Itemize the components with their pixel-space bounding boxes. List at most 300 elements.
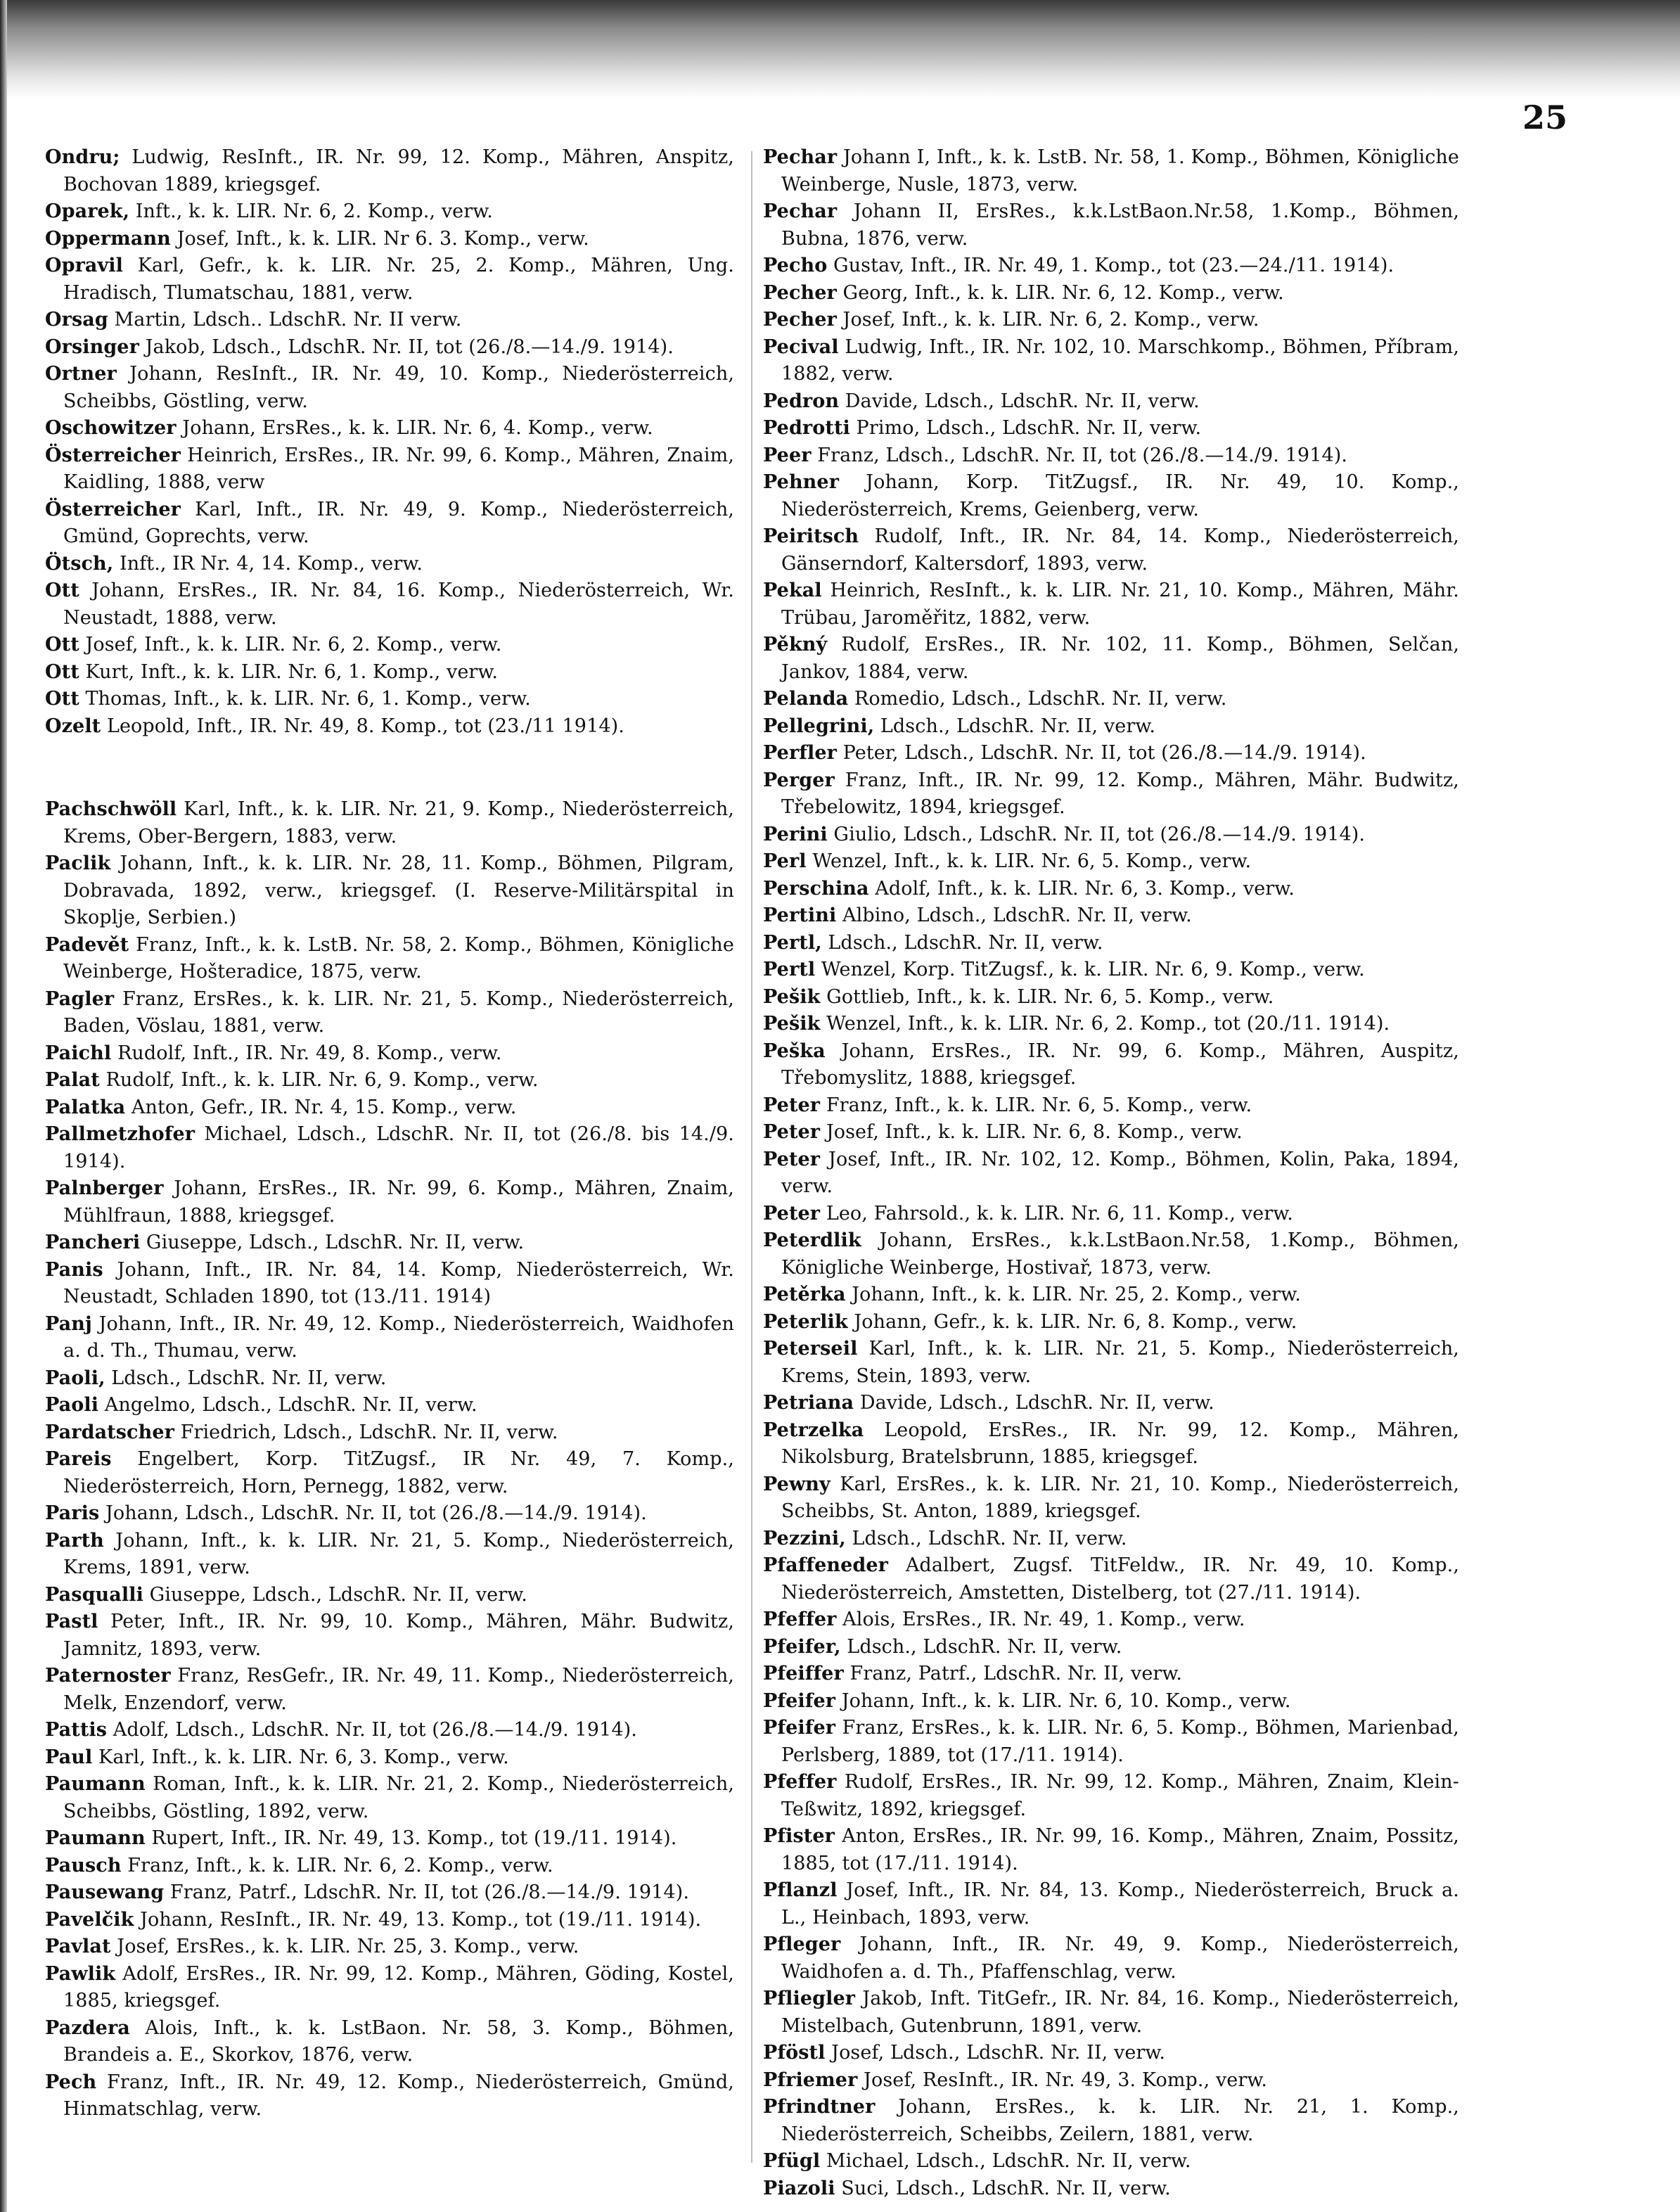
list-entry	[763, 1661, 1459, 1688]
entry-surname: Panis	[45, 1258, 103, 1281]
entry-surname: Paclik	[45, 852, 111, 874]
list-entry	[45, 198, 734, 226]
entry-details: Jakob, Inft. TitGefr., IR. Nr. 84, 16. Komp., Niederösterreich, Mistelbach, Gutenbrunn, 1891, verw.	[781, 1988, 1459, 2037]
list-entry	[763, 144, 1459, 198]
entry-details: Engelbert, Korp. TitZugsf., IR Nr. 49, 7. Komp., Niederösterreich, Horn, Pernegg, 1882, verw.	[63, 1448, 734, 1497]
entry-details: Jakob, Ldsch., LdschR. Nr. II, tot (26./8.—14./9. 1914).	[139, 335, 674, 358]
list-entry	[45, 144, 734, 198]
list-entry	[763, 984, 1459, 1011]
list-entry	[45, 1933, 734, 1961]
entry-details: Suci, Ldsch., LdschR. Nr. II, verw.	[835, 2177, 1171, 2199]
list-entry	[763, 2094, 1459, 2148]
entry-surname: Pertl	[763, 959, 816, 980]
entry-surname: Pertl,	[763, 931, 822, 954]
entry-surname: Pecher	[763, 281, 837, 304]
entry-details: Rudolf, Inft., k. k. LIR. Nr. 6, 9. Komp., verw.	[99, 1069, 539, 1091]
list-entry	[45, 1500, 734, 1528]
list-entry	[763, 1877, 1459, 1931]
entry-surname: Peterdlik	[763, 1229, 861, 1251]
entry-details: Inft., k. k. LIR. Nr. 6, 2. Komp., verw.	[129, 200, 493, 222]
list-entry	[763, 957, 1459, 984]
list-entry	[763, 2175, 1459, 2203]
list-entry	[763, 577, 1459, 632]
list-entry	[763, 930, 1459, 957]
entry-surname: Pecival	[763, 335, 839, 358]
entry-details: Franz, Patrf., LdschR. Nr. II, tot (26./8.—14./9. 1914).	[164, 1881, 689, 1903]
entry-details: Rudolf, ErsRes., IR. Nr. 99, 12. Komp., Mähren, Znaim, Klein-Teßwitz, 1892, kriegsgef.	[781, 1771, 1459, 1820]
entry-details: Ldsch., LdschR. Nr. II, verw.	[105, 1367, 387, 1389]
list-entry	[763, 1688, 1459, 1715]
entry-details: Josef, Inft., k. k. LIR. Nr. 6, 2. Komp., verw.	[836, 309, 1259, 331]
entry-details: Ludwig, ResInft., IR. Nr. 99, 12. Komp., Mähren, Anspitz, Bochovan 1889, kriegsgef.	[63, 146, 734, 196]
list-entry	[763, 523, 1459, 577]
list-entry	[45, 713, 734, 741]
list-entry	[763, 767, 1459, 821]
entry-details: Roman, Inft., k. k. LIR. Nr. 21, 2. Komp., Niederösterreich, Scheibbs, Göstling, 1892, verw.	[63, 1773, 734, 1822]
entry-details: Michael, Ldsch., LdschR. Nr. II, tot (26./8. bis 14./9. 1914).	[63, 1123, 734, 1172]
list-entry	[45, 1853, 734, 1880]
entry-details: Adolf, Ldsch., LdschR. Nr. II, tot (26./8.—14./9. 1914).	[107, 1719, 637, 1741]
entry-surname: Paichl	[45, 1042, 112, 1064]
entry-surname: Paoli,	[45, 1367, 105, 1389]
entry-surname: Ott	[45, 580, 79, 601]
entry-details: Friedrich, Ldsch., LdschR. Nr. II, verw.	[174, 1421, 558, 1443]
entry-surname: Perfler	[763, 742, 837, 764]
entry-details: Ldsch., LdschR. Nr. II, verw.	[874, 715, 1156, 737]
entry-surname: Pehner	[763, 471, 840, 493]
list-entry	[763, 821, 1459, 849]
entry-details: Karl, Inft., k. k. LIR. Nr. 6, 3. Komp., verw.	[92, 1746, 509, 1768]
entry-details: Franz, ErsRes., k. k. LIR. Nr. 21, 5. Komp., Niederösterreich, Baden, Vöslau, 1881, verw.	[63, 987, 734, 1037]
list-entry	[763, 334, 1459, 388]
entry-details: Kurt, Inft., k. k. LIR. Nr. 6, 1. Komp., verw.	[79, 660, 499, 683]
list-entry	[763, 1931, 1459, 1986]
list-entry	[763, 1336, 1459, 1390]
list-entry	[763, 1986, 1459, 2040]
entry-surname: Ortner	[45, 363, 117, 385]
list-entry	[763, 415, 1459, 442]
entry-details: Josef, Inft., k. k. LIR. Nr. 6, 2. Komp., verw.	[79, 634, 502, 656]
list-entry	[45, 551, 734, 578]
entry-surname: Paumann	[45, 1773, 146, 1795]
entry-surname: Oparek,	[45, 200, 130, 222]
entry-surname: Peter	[763, 1148, 821, 1170]
list-entry	[763, 1823, 1459, 1877]
list-entry	[45, 1907, 734, 1934]
entry-details: Franz, ErsRes., k. k. LIR. Nr. 6, 5. Komp., Böhmen, Marienbad, Perlsberg, 1889, tot (17./11. 1914).	[781, 1717, 1459, 1766]
entry-surname: Pachschwöll	[45, 798, 177, 820]
entry-surname: Perl	[763, 850, 807, 872]
list-entry	[45, 850, 734, 932]
entry-details: Franz, Patrf., LdschR. Nr. II, verw.	[843, 1663, 1183, 1684]
entry-details: Rudolf, ErsRes., IR. Nr. 102, 11. Komp., Böhmen, Selčan, Jankov, 1884, verw.	[781, 634, 1459, 683]
entry-details: Karl, Inft., IR. Nr. 49, 9. Komp., Niederösterreich, Gmünd, Goprechts, verw.	[63, 498, 734, 547]
list-entry	[763, 1038, 1459, 1092]
scan-top-shadow	[0, 0, 1680, 98]
entry-details: Rudolf, Inft., IR. Nr. 84, 14. Komp., Niederösterreich, Gänserndorf, Kaltersdorf, 1893, verw.	[781, 525, 1459, 575]
entry-details: Anton, Gefr., IR. Nr. 4, 15. Komp., verw.	[125, 1096, 517, 1118]
list-entry	[45, 497, 734, 551]
entry-details: Leopold, ErsRes., IR. Nr. 99, 12. Komp., Mähren, Nikolsburg, Bratelsbrunn, 1885, kriegsgef.	[781, 1419, 1459, 1468]
entry-surname: Paul	[45, 1746, 93, 1768]
entry-surname: Pfaffeneder	[763, 1554, 889, 1576]
entry-surname: Ott	[45, 688, 79, 710]
entry-surname: Pěkný	[763, 634, 828, 656]
entry-surname: Ott	[45, 634, 79, 656]
entry-details: Josef, ResInft., IR. Nr. 49, 3. Komp., verw.	[857, 2069, 1268, 2091]
entry-details: Adolf, ErsRes., IR. Nr. 99, 12. Komp., Mähren, Göding, Kostel, 1885, kriegsgef.	[63, 1962, 734, 2012]
entry-surname: Pfleger	[763, 1933, 841, 1955]
list-entry	[45, 1528, 734, 1582]
list-entry	[763, 442, 1459, 470]
entry-surname: Pausch	[45, 1854, 122, 1877]
entry-details: Leopold, Inft., IR. Nr. 49, 8. Komp., tot (23./11 1914).	[101, 715, 624, 737]
entry-surname: Oppermann	[45, 227, 171, 250]
entry-details: Karl, Inft., k. k. LIR. Nr. 21, 5. Komp., Niederösterreich, Krems, Stein, 1893, verw.	[781, 1338, 1459, 1387]
entry-details: Ldsch., LdschR. Nr. II, verw.	[821, 931, 1103, 954]
entry-surname: Paumann	[45, 1827, 146, 1849]
entry-surname: Peter	[763, 1094, 821, 1116]
entry-details: Romedio, Ldsch., LdschR. Nr. II, verw.	[848, 688, 1227, 710]
list-entry	[45, 1771, 734, 1825]
entry-surname: Pfeffer	[763, 1609, 837, 1630]
list-entry	[45, 932, 734, 986]
list-entry	[45, 1419, 734, 1447]
entry-surname: Pfeifer,	[763, 1635, 841, 1658]
entry-details: Franz, Inft., k. k. LIR. Nr. 6, 5. Komp., verw.	[820, 1094, 1252, 1116]
entry-details: Josef, Inft., IR. Nr. 84, 13. Komp., Niederösterreich, Bruck a. L., Heinbach, 1893, verw.	[781, 1879, 1459, 1929]
list-entry	[763, 1227, 1459, 1281]
list-entry	[763, 686, 1459, 713]
list-entry	[45, 1582, 734, 1609]
entry-surname: Pfeffer	[763, 1771, 837, 1793]
entry-details: Adolf, Inft., k. k. LIR. Nr. 6, 3. Komp., verw.	[868, 877, 1295, 900]
entry-details: Thomas, Inft., k. k. LIR. Nr. 6, 1. Komp., verw.	[79, 688, 531, 710]
entry-details: Inft., IR Nr. 4, 14. Komp., verw.	[113, 552, 423, 575]
entry-surname: Pešik	[763, 1013, 821, 1035]
entry-details: Franz, Ldsch., LdschR. Nr. II, tot (26./8.—14./9. 1914).	[811, 444, 1348, 466]
list-entry	[763, 2067, 1459, 2095]
entry-surname: Palat	[45, 1069, 100, 1091]
entry-details: Ldsch., LdschR. Nr. II, verw.	[845, 1527, 1127, 1549]
entry-details: Johann, ResInft., IR. Nr. 49, 10. Komp., Niederösterreich, Scheibbs, Göstling, verw.	[63, 363, 734, 412]
entry-surname: Pekal	[763, 580, 822, 601]
entry-details: Angelmo, Ldsch., LdschR. Nr. II, verw.	[98, 1394, 477, 1416]
entry-surname: Pavlat	[45, 1936, 111, 1957]
list-entry	[45, 1609, 734, 1663]
list-entry	[45, 1744, 734, 1772]
list-entry	[763, 388, 1459, 416]
entry-surname: Piazoli	[763, 2177, 835, 2199]
entry-details: Johann, Inft., IR. Nr. 49, 12. Komp., Niederösterreich, Waidhofen a. d. Th., Thumau, verw.	[63, 1312, 734, 1362]
entry-details: Johann, ErsRes., IR. Nr. 99, 6. Komp., Mähren, Znaim, Mühlfraun, 1888, kriegsgef.	[63, 1177, 734, 1227]
list-entry	[45, 659, 734, 686]
entry-surname: Peiritsch	[763, 525, 859, 547]
list-entry	[763, 1309, 1459, 1336]
entry-surname: Pfriemer	[763, 2069, 858, 2091]
entry-details: Franz, Inft., IR. Nr. 49, 12. Komp., Niederösterreich, Gmünd, Hinmatschlag, verw.	[63, 2071, 734, 2120]
entry-surname: Pezzini,	[763, 1527, 846, 1549]
list-entry	[45, 1825, 734, 1853]
list-entry	[45, 442, 734, 497]
entry-details: Johann, Gefr., k. k. LIR. Nr. 6, 8. Komp., verw.	[847, 1310, 1297, 1333]
list-entry	[45, 1879, 734, 1907]
list-entry	[45, 796, 734, 850]
entry-details: Ludwig, Inft., IR. Nr. 102, 10. Marschkomp., Böhmen, Příbram, 1882, verw.	[781, 335, 1459, 385]
entry-details: Johann II, ErsRes., k.k.LstBaon.Nr.58, 1.Komp., Böhmen, Bubna, 1876, verw.	[781, 200, 1459, 250]
list-entry	[45, 1961, 734, 2015]
entry-details: Franz, Inft., IR. Nr. 99, 12. Komp., Mähren, Mähr. Budwitz, Třebelowitz, 1894, kriegsgef.	[781, 769, 1459, 818]
list-entry	[763, 1634, 1459, 1661]
entry-details: Heinrich, ErsRes., IR. Nr. 99, 6. Komp., Mähren, Znaim, Kaidling, 1888, verw	[63, 444, 734, 493]
list-entry	[763, 876, 1459, 903]
entry-details: Karl, Gefr., k. k. LIR. Nr. 25, 2. Komp., Mähren, Ung. Hradisch, Tlumatschau, 1881, verw.	[63, 255, 734, 304]
entry-surname: Pertini	[763, 904, 837, 926]
list-entry	[763, 1146, 1459, 1201]
entry-details: Johann, ResInft., IR. Nr. 49, 13. Komp., tot (19./11. 1914).	[134, 1908, 702, 1931]
left-column	[45, 144, 734, 2123]
list-entry	[763, 1606, 1459, 1634]
list-entry	[45, 1365, 734, 1393]
list-entry	[763, 1471, 1459, 1526]
entry-details: Johann, Inft., k. k. LIR. Nr. 6, 10. Komp., verw.	[835, 1689, 1291, 1712]
entry-details: Josef, Inft., k. k. LIR. Nr. 6, 8. Komp., verw.	[820, 1121, 1243, 1143]
entry-details: Wenzel, Inft., k. k. LIR. Nr. 6, 5. Komp., verw.	[806, 850, 1252, 872]
entry-surname: Pastl	[45, 1611, 98, 1632]
list-entry	[763, 1119, 1459, 1146]
list-entry	[45, 577, 734, 632]
entry-surname: Pecho	[763, 255, 828, 276]
list-entry	[45, 686, 734, 713]
entry-details: Davide, Ldsch., LdschR. Nr. II, verw.	[854, 1392, 1214, 1414]
entry-surname: Pfeiffer	[763, 1663, 844, 1684]
entry-details: Albino, Ldsch., LdschR. Nr. II, verw.	[836, 904, 1192, 926]
entry-surname: Pedron	[763, 390, 840, 412]
entry-details: Johann, Inft., k. k. LIR. Nr. 25, 2. Komp., verw.	[845, 1284, 1301, 1305]
list-entry	[45, 1067, 734, 1094]
entry-details: Leo, Fahrsold., k. k. LIR. Nr. 6, 11. Komp., verw.	[820, 1202, 1293, 1225]
entry-surname: Ondru;	[45, 146, 120, 168]
list-entry	[45, 632, 734, 659]
entry-surname: Pech	[45, 2071, 97, 2093]
entry-surname: Pavelčik	[45, 1908, 134, 1931]
page-number: 25	[1522, 98, 1567, 136]
entry-surname: Peterlik	[763, 1310, 848, 1333]
entry-details: Anton, ErsRes., IR. Nr. 99, 16. Komp., Mähren, Znaim, Possitz, 1885, tot (17./11. 1914).	[781, 1825, 1459, 1874]
list-entry	[45, 252, 734, 307]
list-entry	[763, 902, 1459, 930]
entry-surname: Perger	[763, 769, 835, 791]
entry-details: Johann, Inft., IR. Nr. 49, 9. Komp., Niederösterreich, Waidhofen a. d. Th., Pfaffenschlag, verw.	[781, 1933, 1459, 1983]
entry-details: Karl, Inft., k. k. LIR. Nr. 21, 9. Komp., Niederösterreich, Krems, Ober-Bergern, 1883, verw.	[63, 798, 734, 848]
entry-surname: Pelanda	[763, 688, 849, 710]
entry-surname: Pellegrini,	[763, 715, 875, 737]
section-gap	[45, 740, 734, 796]
entry-details: Franz, ResGefr., IR. Nr. 49, 11. Komp., Niederösterreich, Melk, Enzendorf, verw.	[63, 1665, 734, 1714]
entry-surname: Perini	[763, 823, 828, 845]
list-entry	[45, 1717, 734, 1744]
entry-details: Johann, Korp. TitZugsf., IR. Nr. 49, 10. Komp., Niederösterreich, Krems, Geienberg, verw.	[781, 471, 1459, 520]
list-entry	[45, 361, 734, 415]
entry-details: Johann, ErsRes., k.k.LstBaon.Nr.58, 1.Komp., Böhmen, Königliche Weinberge, Hostivař, 1873, verw.	[781, 1229, 1459, 1279]
entry-surname: Panj	[45, 1312, 92, 1335]
list-entry	[45, 986, 734, 1040]
list-entry	[45, 1175, 734, 1229]
entry-details: Primo, Ldsch., LdschR. Nr. II, verw.	[849, 417, 1202, 439]
list-entry	[763, 848, 1459, 876]
list-entry	[763, 1201, 1459, 1228]
entry-surname: Palnberger	[45, 1177, 164, 1199]
entry-surname: Peter	[763, 1202, 821, 1225]
entry-surname: Paternoster	[45, 1665, 171, 1687]
entry-surname: Petrzelka	[763, 1419, 864, 1441]
entry-details: Karl, ErsRes., k. k. LIR. Nr. 21, 10. Komp., Niederösterreich, Scheibbs, St. Anton, 1889, kriegsgef.	[781, 1473, 1459, 1522]
entry-surname: Parth	[45, 1529, 104, 1552]
entry-surname: Peter	[763, 1121, 821, 1143]
entry-surname: Palatka	[45, 1096, 126, 1118]
entry-details: Wenzel, Korp. TitZugsf., k. k. LIR. Nr. 6, 9. Komp., verw.	[815, 959, 1365, 980]
entry-surname: Pardatscher	[45, 1421, 174, 1443]
entry-surname: Pazdera	[45, 2016, 130, 2039]
list-entry	[763, 1526, 1459, 1553]
entry-surname: Pallmetzhofer	[45, 1123, 195, 1145]
entry-surname: Opravil	[45, 255, 124, 276]
entry-surname: Pasqualli	[45, 1583, 143, 1606]
entry-details: Josef, ErsRes., k. k. LIR. Nr. 25, 3. Komp., verw.	[110, 1936, 579, 1957]
entry-details: Michael, Ldsch., LdschR. Nr. II, verw.	[820, 2150, 1191, 2172]
entry-details: Johann, Ldsch., LdschR. Nr. II, tot (26./8.—14./9. 1914).	[99, 1502, 647, 1524]
entry-surname: Pedrotti	[763, 417, 850, 439]
entry-surname: Pattis	[45, 1719, 108, 1741]
entry-details: Johann, Inft., k. k. LIR. Nr. 21, 5. Komp., Niederösterreich, Krems, 1891, verw.	[63, 1529, 734, 1578]
entry-details: Franz, Inft., k. k. LIR. Nr. 6, 2. Komp., verw.	[121, 1854, 553, 1877]
entry-surname: Pareis	[45, 1448, 112, 1470]
list-entry	[763, 1715, 1459, 1769]
entry-surname: Pflanzl	[763, 1879, 838, 1901]
entry-details: Alois, ErsRes., IR. Nr. 49, 1. Komp., verw.	[836, 1609, 1245, 1630]
list-entry	[45, 1229, 734, 1257]
entry-details: Peter, Ldsch., LdschR. Nr. II, tot (26./8.—14./9. 1914).	[836, 742, 1366, 764]
entry-surname: Pfügl	[763, 2150, 821, 2172]
entry-surname: Petriana	[763, 1392, 854, 1414]
list-entry	[45, 1040, 734, 1068]
list-entry	[763, 1390, 1459, 1417]
entry-details: Johann, ErsRes., k. k. LIR. Nr. 6, 4. Komp., verw.	[176, 417, 653, 439]
entry-surname: Österreicher	[45, 498, 181, 520]
entry-surname: Pfeifer	[763, 1689, 836, 1712]
list-entry	[45, 1663, 734, 1717]
list-entry	[763, 713, 1459, 741]
entry-details: Giuseppe, Ldsch., LdschR. Nr. II, verw.	[140, 1232, 525, 1253]
list-entry	[763, 2148, 1459, 2175]
entry-details: Giuseppe, Ldsch., LdschR. Nr. II, verw.	[143, 1583, 527, 1606]
list-entry	[763, 469, 1459, 523]
entry-details: Johann, ErsRes., IR. Nr. 99, 6. Komp., Mähren, Auspitz, Třebomyslitz, 1888, kriegsgef.	[781, 1040, 1459, 1089]
entry-surname: Orsinger	[45, 335, 139, 358]
entry-surname: Ozelt	[45, 715, 101, 737]
right-column	[763, 144, 1459, 2202]
entry-surname: Orsag	[45, 309, 108, 331]
list-entry	[45, 334, 734, 362]
list-entry	[45, 1311, 734, 1365]
list-entry	[763, 1769, 1459, 1823]
entry-details: Georg, Inft., k. k. LIR. Nr. 6, 12. Komp., verw.	[836, 281, 1284, 304]
entry-surname: Pešik	[763, 985, 821, 1008]
list-entry	[763, 2040, 1459, 2067]
entry-details: Josef, Ldsch., LdschR. Nr. II, verw.	[825, 2042, 1166, 2064]
entry-surname: Pfliegler	[763, 1988, 856, 2009]
list-entry	[763, 740, 1459, 767]
entry-surname: Paoli	[45, 1394, 99, 1416]
entry-surname: Pagler	[45, 987, 115, 1010]
list-entry	[763, 1281, 1459, 1309]
entry-surname: Petěrka	[763, 1284, 846, 1305]
entry-surname: Ott	[45, 660, 79, 683]
list-entry	[763, 1417, 1459, 1471]
list-entry	[45, 2069, 734, 2123]
list-entry	[763, 632, 1459, 686]
list-entry	[763, 1552, 1459, 1606]
list-entry	[45, 1392, 734, 1419]
entry-details: Ldsch., LdschR. Nr. II, verw.	[840, 1635, 1122, 1658]
entry-surname: Pawlik	[45, 1962, 116, 1985]
column-divider	[751, 151, 752, 2163]
entry-details: Johann, ErsRes., IR. Nr. 84, 16. Komp., Niederösterreich, Wr. Neustadt, 1888, verw.	[63, 580, 734, 629]
list-entry	[45, 1121, 734, 1175]
entry-details: Josef, Inft., k. k. LIR. Nr 6. 3. Komp., verw.	[170, 227, 589, 250]
entry-surname: Pechar	[763, 146, 838, 168]
list-entry	[45, 1094, 734, 1122]
list-entry	[763, 307, 1459, 334]
entry-details: Peter, Inft., IR. Nr. 99, 10. Komp., Mähren, Mähr. Budwitz, Jamnitz, 1893, verw.	[63, 1611, 734, 1660]
entry-details: Heinrich, ResInft., k. k. LIR. Nr. 21, 10. Komp., Mähren, Mähr. Trübau, Jaroměřitz, 1882, verw.	[781, 580, 1459, 629]
list-entry	[45, 2015, 734, 2069]
list-entry	[763, 252, 1459, 280]
list-entry	[45, 1446, 734, 1500]
entry-details: Giulio, Ldsch., LdschR. Nr. II, tot (26./8.—14./9. 1914).	[827, 823, 1366, 845]
entry-details: Wenzel, Inft., k. k. LIR. Nr. 6, 2. Komp., tot (20./11. 1914).	[820, 1013, 1390, 1035]
entry-surname: Pfrindtner	[763, 2096, 876, 2118]
entry-surname: Oschowitzer	[45, 417, 177, 439]
entry-surname: Padevět	[45, 933, 129, 956]
list-entry	[763, 1011, 1459, 1038]
entry-details: Franz, Inft., k. k. LstB. Nr. 58, 2. Komp., Böhmen, Königliche Weinberge, Hošteradice, 1875, verw.	[63, 933, 734, 983]
entry-details: Johann, Inft., IR. Nr. 84, 14. Komp, Niederösterreich, Wr. Neustadt, Schladen 1890, tot (13./11. 1914)	[63, 1258, 734, 1308]
list-entry	[45, 307, 734, 334]
entry-details: Rudolf, Inft., IR. Nr. 49, 8. Komp., verw.	[111, 1042, 502, 1064]
entry-surname: Pechar	[763, 200, 838, 222]
entry-surname: Perschina	[763, 877, 869, 900]
entry-surname: Ötsch,	[45, 552, 114, 575]
entry-details: Alois, Inft., k. k. LstBaon. Nr. 58, 3. Komp., Böhmen, Brandeis a. E., Skorkov, 1876, verw.	[63, 2016, 734, 2066]
scan-left-edge	[0, 0, 7, 2212]
entry-details: Davide, Ldsch., LdschR. Nr. II, verw.	[839, 390, 1200, 412]
entry-surname: Peška	[763, 1040, 826, 1062]
entry-details: Adalbert, Zugsf. TitFeldw., IR. Nr. 49, 10. Komp., Niederösterreich, Amstetten, Distelberg, tot (27./11. 1914).	[781, 1554, 1459, 1604]
entry-details: Gottlieb, Inft., k. k. LIR. Nr. 6, 5. Komp., verw.	[820, 985, 1274, 1008]
entry-details: Martin, Ldsch.. LdschR. Nr. II verw.	[108, 309, 462, 331]
entry-surname: Pföstl	[763, 2042, 826, 2064]
entry-details: Johann, Inft., k. k. LIR. Nr. 28, 11. Komp., Böhmen, Pilgram, Dobravada, 1892, verw., kriegsgef. (I. Reserve-Militärspital in Skoplje, Serbien.)	[63, 852, 734, 928]
entry-details: Johann I, Inft., k. k. LstB. Nr. 58, 1. Komp., Böhmen, Königliche Weinberge, Nusle, 1873, verw.	[781, 146, 1459, 196]
entry-surname: Österreicher	[45, 444, 181, 466]
list-entry	[763, 1092, 1459, 1120]
entry-surname: Pausewang	[45, 1881, 165, 1903]
entry-details: Johann, ErsRes., k. k. LIR. Nr. 21, 1. Komp., Niederösterreich, Scheibbs, Zeilern, 1881, verw.	[781, 2096, 1459, 2145]
entry-surname: Pewny	[763, 1473, 831, 1495]
entry-details: Josef, Inft., IR. Nr. 102, 12. Komp., Böhmen, Kolin, Paka, 1894, verw.	[781, 1148, 1459, 1197]
list-entry	[763, 198, 1459, 252]
